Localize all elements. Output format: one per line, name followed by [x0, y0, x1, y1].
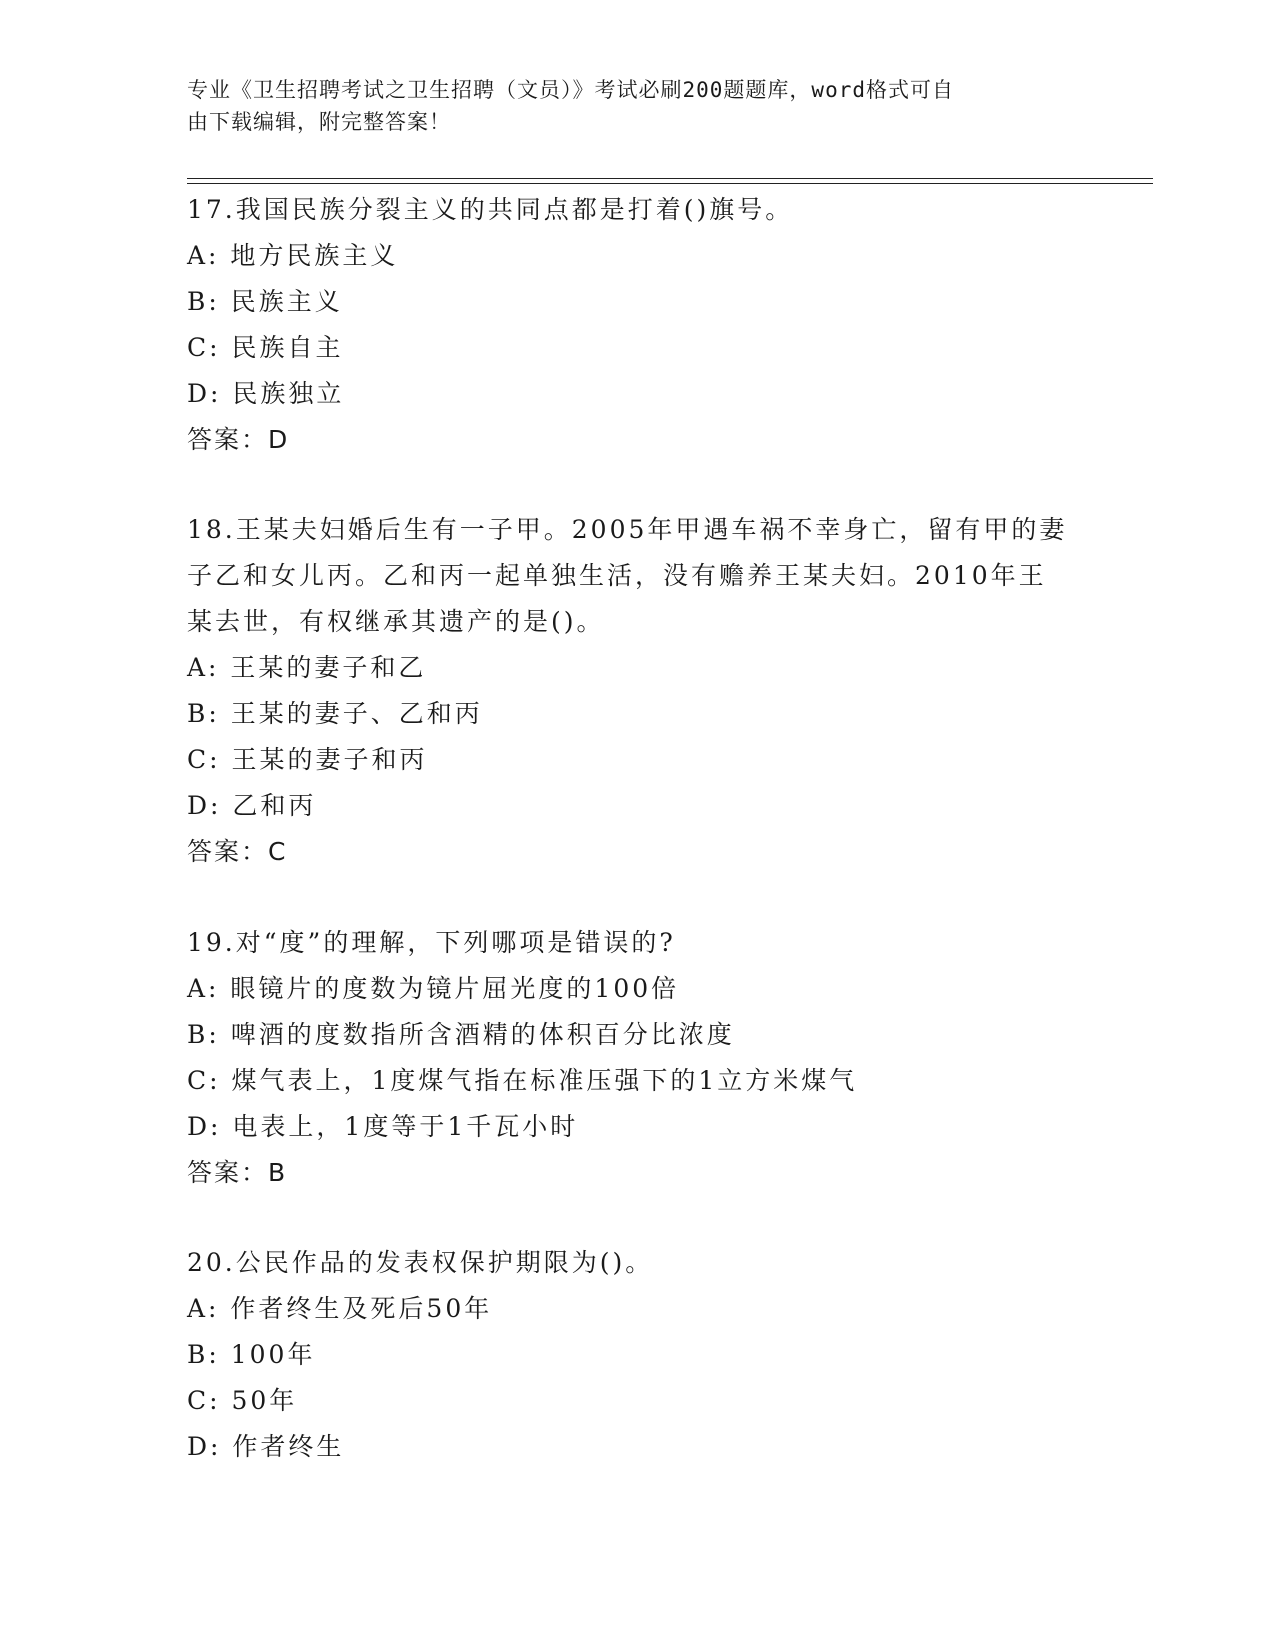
option-a: A: 作者终生及死后50年	[187, 1294, 493, 1323]
option-d: D: 乙和丙	[187, 791, 317, 820]
question-stem-line-2: 子乙和女儿丙。乙和丙一起单独生活，没有赡养王某夫妇。2010年王	[187, 561, 1047, 590]
option-b: B: 100年	[187, 1340, 316, 1369]
option-b: B: 民族主义	[187, 287, 343, 316]
option-a: A: 眼镜片的度数为镜片屈光度的100倍	[187, 974, 680, 1003]
option-c: C: 煤气表上，1度煤气指在标准压强下的1立方米煤气	[187, 1066, 858, 1095]
question-stem-line-3: 某去世，有权继承其遗产的是()。	[187, 607, 605, 636]
header-divider-top	[187, 178, 1153, 179]
option-c: C: 王某的妻子和丙	[187, 745, 428, 774]
option-a: A: 地方民族主义	[187, 241, 399, 270]
header-line-2: 由下载编辑，附完整答案！	[187, 110, 451, 134]
question-18	[187, 507, 1087, 875]
question-17	[187, 187, 1087, 463]
question-stem: 20.公民作品的发表权保护期限为()。	[187, 1248, 654, 1277]
answer-label: 答案：B	[187, 1158, 288, 1187]
header-line-1: 专业《卫生招聘考试之卫生招聘（文员）》考试必刷200题题库，word格式可自	[187, 78, 954, 102]
document-header-note	[187, 74, 1087, 138]
option-d: D: 电表上，1度等于1千瓦小时	[187, 1112, 579, 1141]
question-stem: 19.对“度”的理解，下列哪项是错误的?	[187, 928, 676, 957]
question-stem: 17.我国民族分裂主义的共同点都是打着()旗号。	[187, 195, 794, 224]
option-d: D: 作者终生	[187, 1432, 345, 1461]
question-19	[187, 920, 1087, 1196]
option-b: B: 啤酒的度数指所含酒精的体积百分比浓度	[187, 1020, 735, 1049]
question-stem-line-1: 18.王某夫妇婚后生有一子甲。2005年甲遇车祸不幸身亡，留有甲的妻	[187, 515, 1068, 544]
answer-label: 答案：D	[187, 425, 290, 454]
answer-label: 答案：C	[187, 837, 288, 866]
question-20	[187, 1240, 1087, 1470]
option-c: C: 50年	[187, 1386, 298, 1415]
header-divider-bottom	[187, 183, 1153, 184]
option-d: D: 民族独立	[187, 379, 345, 408]
option-c: C: 民族自主	[187, 333, 344, 362]
option-a: A: 王某的妻子和乙	[187, 653, 427, 682]
option-b: B: 王某的妻子、乙和丙	[187, 699, 483, 728]
